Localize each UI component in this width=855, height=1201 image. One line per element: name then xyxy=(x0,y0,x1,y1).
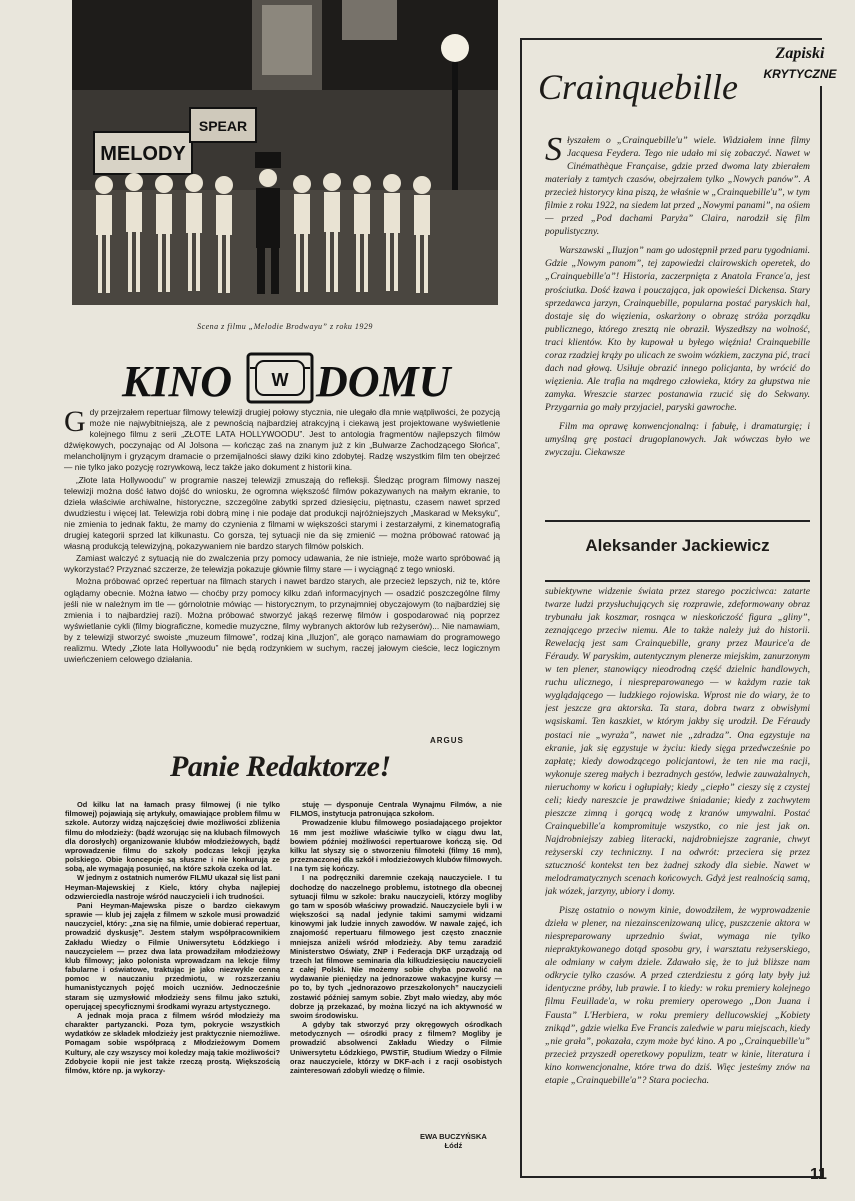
spear-sign: SPEAR xyxy=(198,118,248,134)
photo-caption: Scena z filmu „Melodie Brodwayu” z roku 1929 xyxy=(197,322,373,331)
film-still-illustration xyxy=(72,0,498,305)
crainquebille-title: Crainquebille xyxy=(538,67,738,107)
drop-cap-g: G xyxy=(64,407,86,438)
zapiski-krytyczne-badge xyxy=(760,40,840,86)
kino-paragraph: „Złote lata Hollywoodu” w programie naszej telewizji zmuszają do refleksji. Śledząc program filmowy naszej telewizji można dość łatwo dojść do wniosku, że ogromna większość filmów pokazywanych na małym ekranie, to dzieła właściwie archiwalne, historyczne, szczególne zabytki sprzed dziesięciu, piętnastu, czasem nawet sprzed dwudziestu i więcej lat. Telewizja robi dobrą minę i nie podaje dat produkcji najróżniejszych „Maskarad w Meksyku”, nie zmienia to jednak faktu, że mamy do czynienia z filmami w większości starymi i zestarzałymi, z kinematografią drugiej kategorii sprzed lat kilkunastu. Co gorsza, tej sytuacji nie da się zmienić — można próbować ratować ją własną produkcją telewizyjną, pokazywaniem nie bardzo starych filmów polskich. xyxy=(64,474,500,552)
letter-paragraph: W jednym z ostatnich numerów FILMU ukazał się list pani Heyman-Majewskiej z Kielc, który chyba najlepiej odzwierciedla nastroje wśród nauczycieli i ich trudności. xyxy=(65,873,280,901)
krytyczne-word: KRYTYCZNE xyxy=(763,67,837,81)
zapiski-word: Zapiski xyxy=(775,45,825,62)
review-author: Aleksander Jackiewicz xyxy=(585,536,770,555)
domu-word: DOMU xyxy=(316,357,451,406)
review-paragraph: Warszawski „Iluzjon” nam go udostępnił przed paru tygodniami. Gdzie „Nowym panom”, tej zapowiedzi clairowskich operetek, do „Crainquebille'a”! Historia, zaczerpnięta z Anatola France'a, jest prościutka. Dość łzawa i pouczająca, jak opowieści Dickensa. Stary sprzedawca jarzyn, Crainquebille, popularna postać paryskich hal, dostaje się do więzienia, oskarżony o obrazę stróża porządku publicznego, którego zresztą nie obraził. Wyszedłszy na wolność, traci klientów. Kto by kupował u byłego więźnia! Crainquebille coraz rzadziej krąży po ulicach ze swoim wózkiem, zaczyna pić, traci dach nad głową. Usiłuje obrazić innego policjanta, by wrócić do więzienia. Ale trafia na mądrego człowieka, który za głupstwa nie zamyka. Wreszcie starzec postanawia rzucić się do Sekwany. Przygarnia go mały przyjaciel, paryski gawroche. xyxy=(545,245,810,413)
signature-city: Łódź xyxy=(444,1141,463,1150)
kino-w-domu-heading xyxy=(120,350,460,406)
letter-paragraph: Prowadzenie klubu filmowego posiadającego projektor 16 mm jest możliwe właściwie tylko w ciągu dwu lat, bowiem później możliwości repertuarowe kończą się. Od kilku lat słyszy się o stworzeniu filmoteki (filmy 16 mm), przeznaczonej dla szkół i młodzieżowych klubów filmowych. I na tym się kończy. xyxy=(290,818,502,874)
letter-signature xyxy=(420,1132,487,1150)
review-paragraph: Piszę ostatnio o nowym kinie, dowodziłem, że wyprowadzenie dzieła w plener, na niezainscenizowaną ulicę, puszczenie aktora w niespreparowany uprzednio świat, wymaga nie tylko niepraktykowanego dotąd sposobu gry, i warsztatu reżyserskiego, ale odmiany w całym dziele. Zdawało się, że to już bliższe nam odkrycie tylko czasów. A przed czterdziestu z górą laty były już identyczne próby, lub prawie. I to kiedy: w roku premiery kolejnego filmu Feuillade'a, w roku premiery operowego „Don Juana i Fausta” L'Herbiera, w roku premiery dellucowskiej „Kobiety znikąd”, gdzie wielka Eve Francis zaledwie w paru miejscach, kiedy „nie grała”, pokazała, czym może być kino. A po „Crainquebille'u” przecież przyszedł operetkowy populizm, teatr w kinie, literatura i kino konwencjonalne, które trwa do dziś. Więc jesteśmy znów na etapie „Crainquebille'a”? Stara pociecha. xyxy=(545,905,810,1086)
review-paragraph-text: łyszałem o „Crainquebille'u” wiele. Widziałem inne filmy Jacquesa Feydera. Tego nie udało mi się zobaczyć. Nawet w Cinémathèque Française, gdzie przed dwoma laty zbierałem materiały z tamtych czasów, obejrzałem tylko „Nowych panów”. A przecież historycy kina piszą, że właśnie w „Crainquebille'u”, w tym filmie z roku 1922, na siedem lat przed „Nowymi panami”, na ośiem — przed „Pod dachami Paryża” Claira, narodził się film populistyczny. xyxy=(545,135,810,238)
letter-paragraph: I na podręczniki daremnie czekają nauczyciele. I tu dochodzę do naczelnego problemu, istotnego dla obecnej sytuacji filmu w szkole: braku nauczycieli, którzy mogliby go tam w sposób właściwy prowadzić. Nauczyciele byli i w większości są nadal jedynie takimi samymi widzami kinowymi jak ludzie innych zawodów. W nawale zajęć, ich znajomość repertuaru filmowego jest często znacznie mniejsza aniżeli wśród młodzieży. Aby temu zaradzić Ministerstwo Oświaty, ZNP i Federacja DKF urządzają od trzech lat filmowe seminaria dla kilkudziesięciu nauczycieli z całej Polski. Nie możemy sobie chyba pozwolić na wydawanie pieniędzy na jednorazowe wakacyjne kursy — po to, by tych „jednorazowo przeszkolonych” nauczycieli zostawić później samym sobie. Zbyt mało wiedzy, aby móc dobrze ją przekazać, by można liczyć na ich aktywność w swoim środowisku. xyxy=(290,873,502,1020)
letter-paragraph: Pani Heyman-Majewska pisze o bardzo ciekawym sprawie — klub jej zajęła z filmem w szkole musi prowadzić nauczyciel, który: „zna się na filmie, umie dobierać repertuar, prowadzić dyskusję”. Jestem stałym współpracownikiem Zakładu Wiedzy o Filmie Uniwersytetu Łódzkiego i nauczycielem — przez dwa lata prowadziłam młodzieżowy klub filmowy; jako polonista wprowadzam na lekcje filmy fabularne i oświatowe, traktując je jako niezwykle cenną pomoc w nauczaniu przedmiotu, w rozszerzaniu humanistycznych pojęć moich uczniów. Jednocześnie staram się uzmysłowić młodzieży sens filmu jako sztuki, operującej specyficznymi środkami wyrazu artystycznego. xyxy=(65,900,280,1011)
letter-paragraph: A jednak moja praca z filmem wśród młodzieży ma charakter partyzancki. Poza tym, pokrycie wszystkich wydatków ze składek młodzieży jest praktycznie niemożliwe. Pomagam sobie współpracą z Młodzieżowym Domem Kultury, ale czy wszyscy moi koledzy mają takie możliwości? Zdobycie kopii nie jest także rzeczą prostą. Większością filmów, które np. ja wykorzy- xyxy=(65,1010,280,1075)
letter-paragraph: stuję — dysponuje Centrala Wynajmu Filmów, a nie FILMOS, instytucja patronująca szkołom. xyxy=(290,800,502,819)
film-still-photo xyxy=(72,0,498,305)
letter-paragraph: A gdyby tak stworzyć przy okręgowych ośrodkach metodycznych — ośrodki pracy z filmem? Mogliby je prowadzić absolwenci Zakładu Wiedzy o Filmie Uniwersytetu Łódzkiego, PWSTiF, Studium Wiedzy o Filmie oraz nauczyciele, którzy w DKF-ach i z racji osobistych zainteresowań zdobyli wiedzę o filmie. xyxy=(290,1020,502,1075)
kino-paragraph: Można próbować oprzeć repertuar na filmach starych i nawet bardzo starych, ale przecież lepszych, niż te, które oglądamy obecnie. Można łatwo — choćby przy pomocy kilku zdań informacyjnych — osadzić poszczególne filmy jeśli nie w należnym im tle — górnolotnie mówiąc — historycznym, to przynajmniej obyczajowym (to najbardziej się zmienia i to najbardziej razi). Można próbować stworzyć jakąś rezerwę filmów i gospodarować nią poprzez wyświetlanie cykli (filmy biograficzne, komedie muzyczne, filmy wybranych aktorów lub reżyserów)... Nie namawiam, by z telewizji stworzyć swoiste „muzeum filmowe”, rodzaj kina „Iluzjon”, ale gorąco namawiam do programowego realizmu. Wtedy „Złote lata Hollywoodu” nie będą rodzynkiem w suchym, raczej jałowym cieście, lecz logicznym uwieńczeniem celowego działania. xyxy=(64,576,500,665)
kino-paragraph-text: dy przejrzałem repertuar filmowy telewizji drugiej połowy stycznia, nie ulegało dla mnie wątpliwości, że pozycją może nie najwybitniejszą, ale z pewnością najbardziej atrakcyjną i ciekawą jest projektowane wyświetlenie kolejnego filmu z serii „ZŁOTE LATA HOLLYWOODU”. Jest to antologia fragmentów najlepszych filmów dźwiękowych, poczynając od Al Jolsona — kończąc zaś na znanym już z kin „Bulwarze Zachodzącego Słońca”, melancholijnym i gryzącym dramacie o przemijalności sławy dziki kino zdobytej. Radzę wszystkim film ten obejrzeć — nie tylko jako pozycję rozrywkową, lecz także jako dokument z historii kina. xyxy=(64,407,500,473)
letter-paragraph: Od kilku lat na łamach prasy filmowej (i nie tylko filmowej) pojawiają się artykuły, omawiające problem filmu w szkole. Autorzy widzą najczęściej dwie możliwości zbliżenia filmu do młodzieży: (bądź wzorując się na klubach filmowych dla dorosłych) organizowanie klubów młodzieżowych, bądź wprowadzenie filmu do szkoły podczas lekcji języka polskiego. Obie koncepcje są słuszne i nie konkurują ze sobą, ale wymagają posunięć, na które szkoła czeka od lat. xyxy=(65,800,280,874)
kino-author: ARGUS xyxy=(430,736,464,745)
crainquebille-body-2 xyxy=(545,585,810,1093)
review-paragraph: subiektywne widzenie świata przez starego pocziciwca: zatarte twarze ludzi przysłuchujących się rozprawie, zdeformowany obraz trybunału jak koszmar, rosnąca w nieskończość figura „gliny”, zeznającego przeciw niemu. Ale to także należy już do historii. Rewelacją jest sam Crainquebille, grany przez Maurice'a de Féraudy. W paryskim, autentycznym plenerze miejskim, zanurzonym w ten plener, stanowiący nieodrodną część dzielnic handlowych, ruchu ulicznego, i niespreparowanego — w każdym razie tak wyglądającego — ludzkiego rojowiska. Wprost nie do wiary, że to jest jeszcze gra aktorska. Ta stara, dobra twarz z obwisłymi wąsiskami. Ten kaszkiet, w którym jakby się urodził. De Féraudy postaci nie „wyraża”, nawet nie „zdradza”. Ona egzystuje na ekranie, jak się egzystuje w życiu: kiedy sięga przedwcześnie po zapłatę; kiedy dowodzącego policjantowi, że ten nie ma racji, wykonuje szereg małych i bezradnych gestów, ledwie zauważalnych, nieruchomy w końcu i ogłupiały; kiedy „ciepło” cieszy się z czystej celi; kiedy nareszcie je prawdziwe śniadanie; kiedy z zachwytem pieszcze zimną i gorącą wodę z kranów umywalni. Postać Crainquebille'a kompromituje wszystko, co nie jest jak on. Najdrobniejszy zabieg literacki, najdrobniejsze zagranie, chwyt reżyserski czy techniczny. I na odwrót: przeciera się przez sztuczność kontekst ten bez żadnej szkody dla siebie. Nawet w melodramatycznych scenach końcowych. Gdyż jest realnością samą, jak wózek, jarzyny, ubiory i domy. xyxy=(545,586,810,898)
crainquebille-body-1 xyxy=(545,134,810,465)
w-letter: W xyxy=(271,370,289,390)
kino-paragraph: Zamiast walczyć z sytuacją nie do zwalczenia przy pomocy udawania, że nie istnieje, może warto spróbować ją wykorzystać? Przyznać szczerze, że telewizja pokazuje głównie filmy stare — i wyciągnąć z tego wnioski. xyxy=(64,553,500,575)
kino-article-body xyxy=(64,407,500,666)
drop-cap-s: S xyxy=(545,134,562,168)
page-number: 11 xyxy=(810,1166,827,1183)
review-paragraph xyxy=(545,134,810,238)
letter-column-1 xyxy=(65,800,280,1075)
panie-redaktorze-heading: Panie Redaktorze! xyxy=(170,750,391,783)
signature-name: EWA BUCZYŃSKA xyxy=(420,1132,487,1141)
review-paragraph: Film ma oprawę konwencjonalną: i fabułę, i dramaturgię; i umyślną grę postaci drugoplanowych. Jak wówczas było we zwyczaju. Ciekawsze xyxy=(545,420,810,459)
melody-sign: MELODY xyxy=(100,143,186,165)
kino-word: KINO xyxy=(122,357,233,406)
letter-column-2 xyxy=(290,800,502,1075)
kino-paragraph xyxy=(64,407,500,474)
